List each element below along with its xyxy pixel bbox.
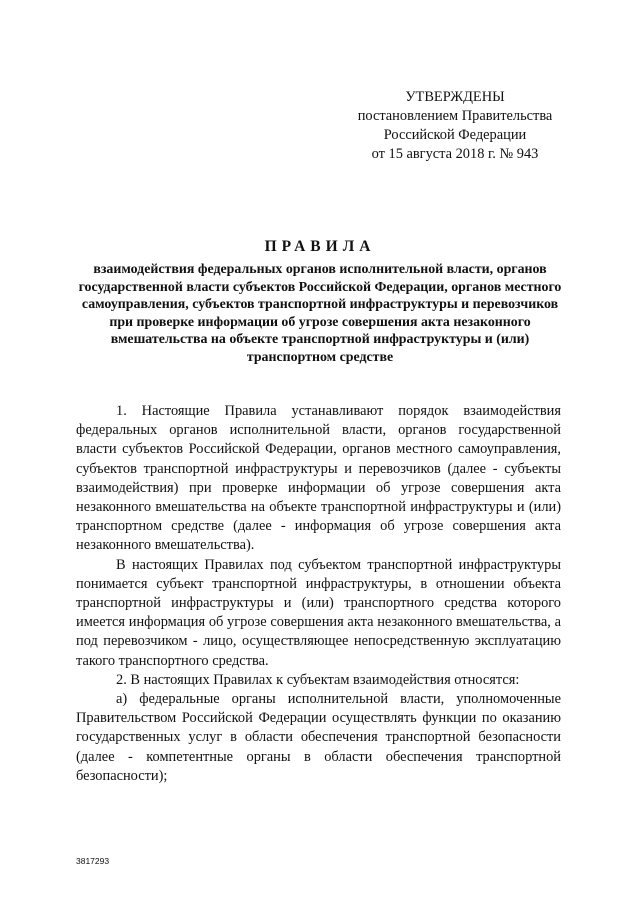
approval-line-2: постановлением Правительства (357, 108, 553, 124)
approval-line-3: Российской Федерации (383, 127, 527, 143)
approval-line-1: УТВЕРЖДЕНЫ (405, 89, 505, 105)
document-body (76, 402, 561, 786)
document-id: 3817293 (76, 856, 110, 866)
document-subtitle: взаимодействия федеральных органов исполнительной власти, органов государственной власти субъектов Российской Федерации, органов местного самоуправления, субъектов транспортной инфраструктуры и перевозчиков при проверке информации об угрозе совершения акта незаконного вмешательства на объекте транспортной инфраструктуры и (или) транспортном средстве (78, 262, 562, 365)
paragraph-3: 2. В настоящих Правилах к субъектам взаимодействия относятся: (116, 671, 520, 688)
paragraph-1: 1. Настоящие Правила устанавливают порядок взаимодействия федеральных органов исполнительной власти, органов государственной власти субъектов Российской Федерации, органов местного самоуправления, субъектов транспортной инфраструктуры и перевозчиков (далее - субъекты взаимодействия) при проверке информации об угрозе совершения акта незаконного вмешательства на объекте транспортной инфраструктуры и (или) транспортном средстве (далее - информация об угрозе совершения акта незаконного вмешательства). (76, 403, 561, 554)
document-title: ПРАВИЛА (264, 238, 376, 255)
paragraph-4: а) федеральные органы исполнительной власти, уполномоченные Правительством Российской Федерации осуществлять функции по оказанию государственных услуг в области обеспечения транспортной безопасности (далее - компетентные органы в области обеспечения транспортной безопасности); (76, 691, 561, 784)
approval-line-4: от 15 августа 2018 г. № 943 (371, 146, 539, 162)
approval-stamp (340, 88, 570, 164)
paragraph-2: В настоящих Правилах под субъектом транспортной инфраструктуры понимается субъект транспортной инфраструктуры, в отношении объекта транспортной инфраструктуры и (или) транспортного средства которого имеется информация об угрозе совершения акта незаконного вмешательства, а под перевозчиком - лицо, осуществляющее непосредственную эксплуатацию такого транспортного средства. (76, 556, 561, 669)
